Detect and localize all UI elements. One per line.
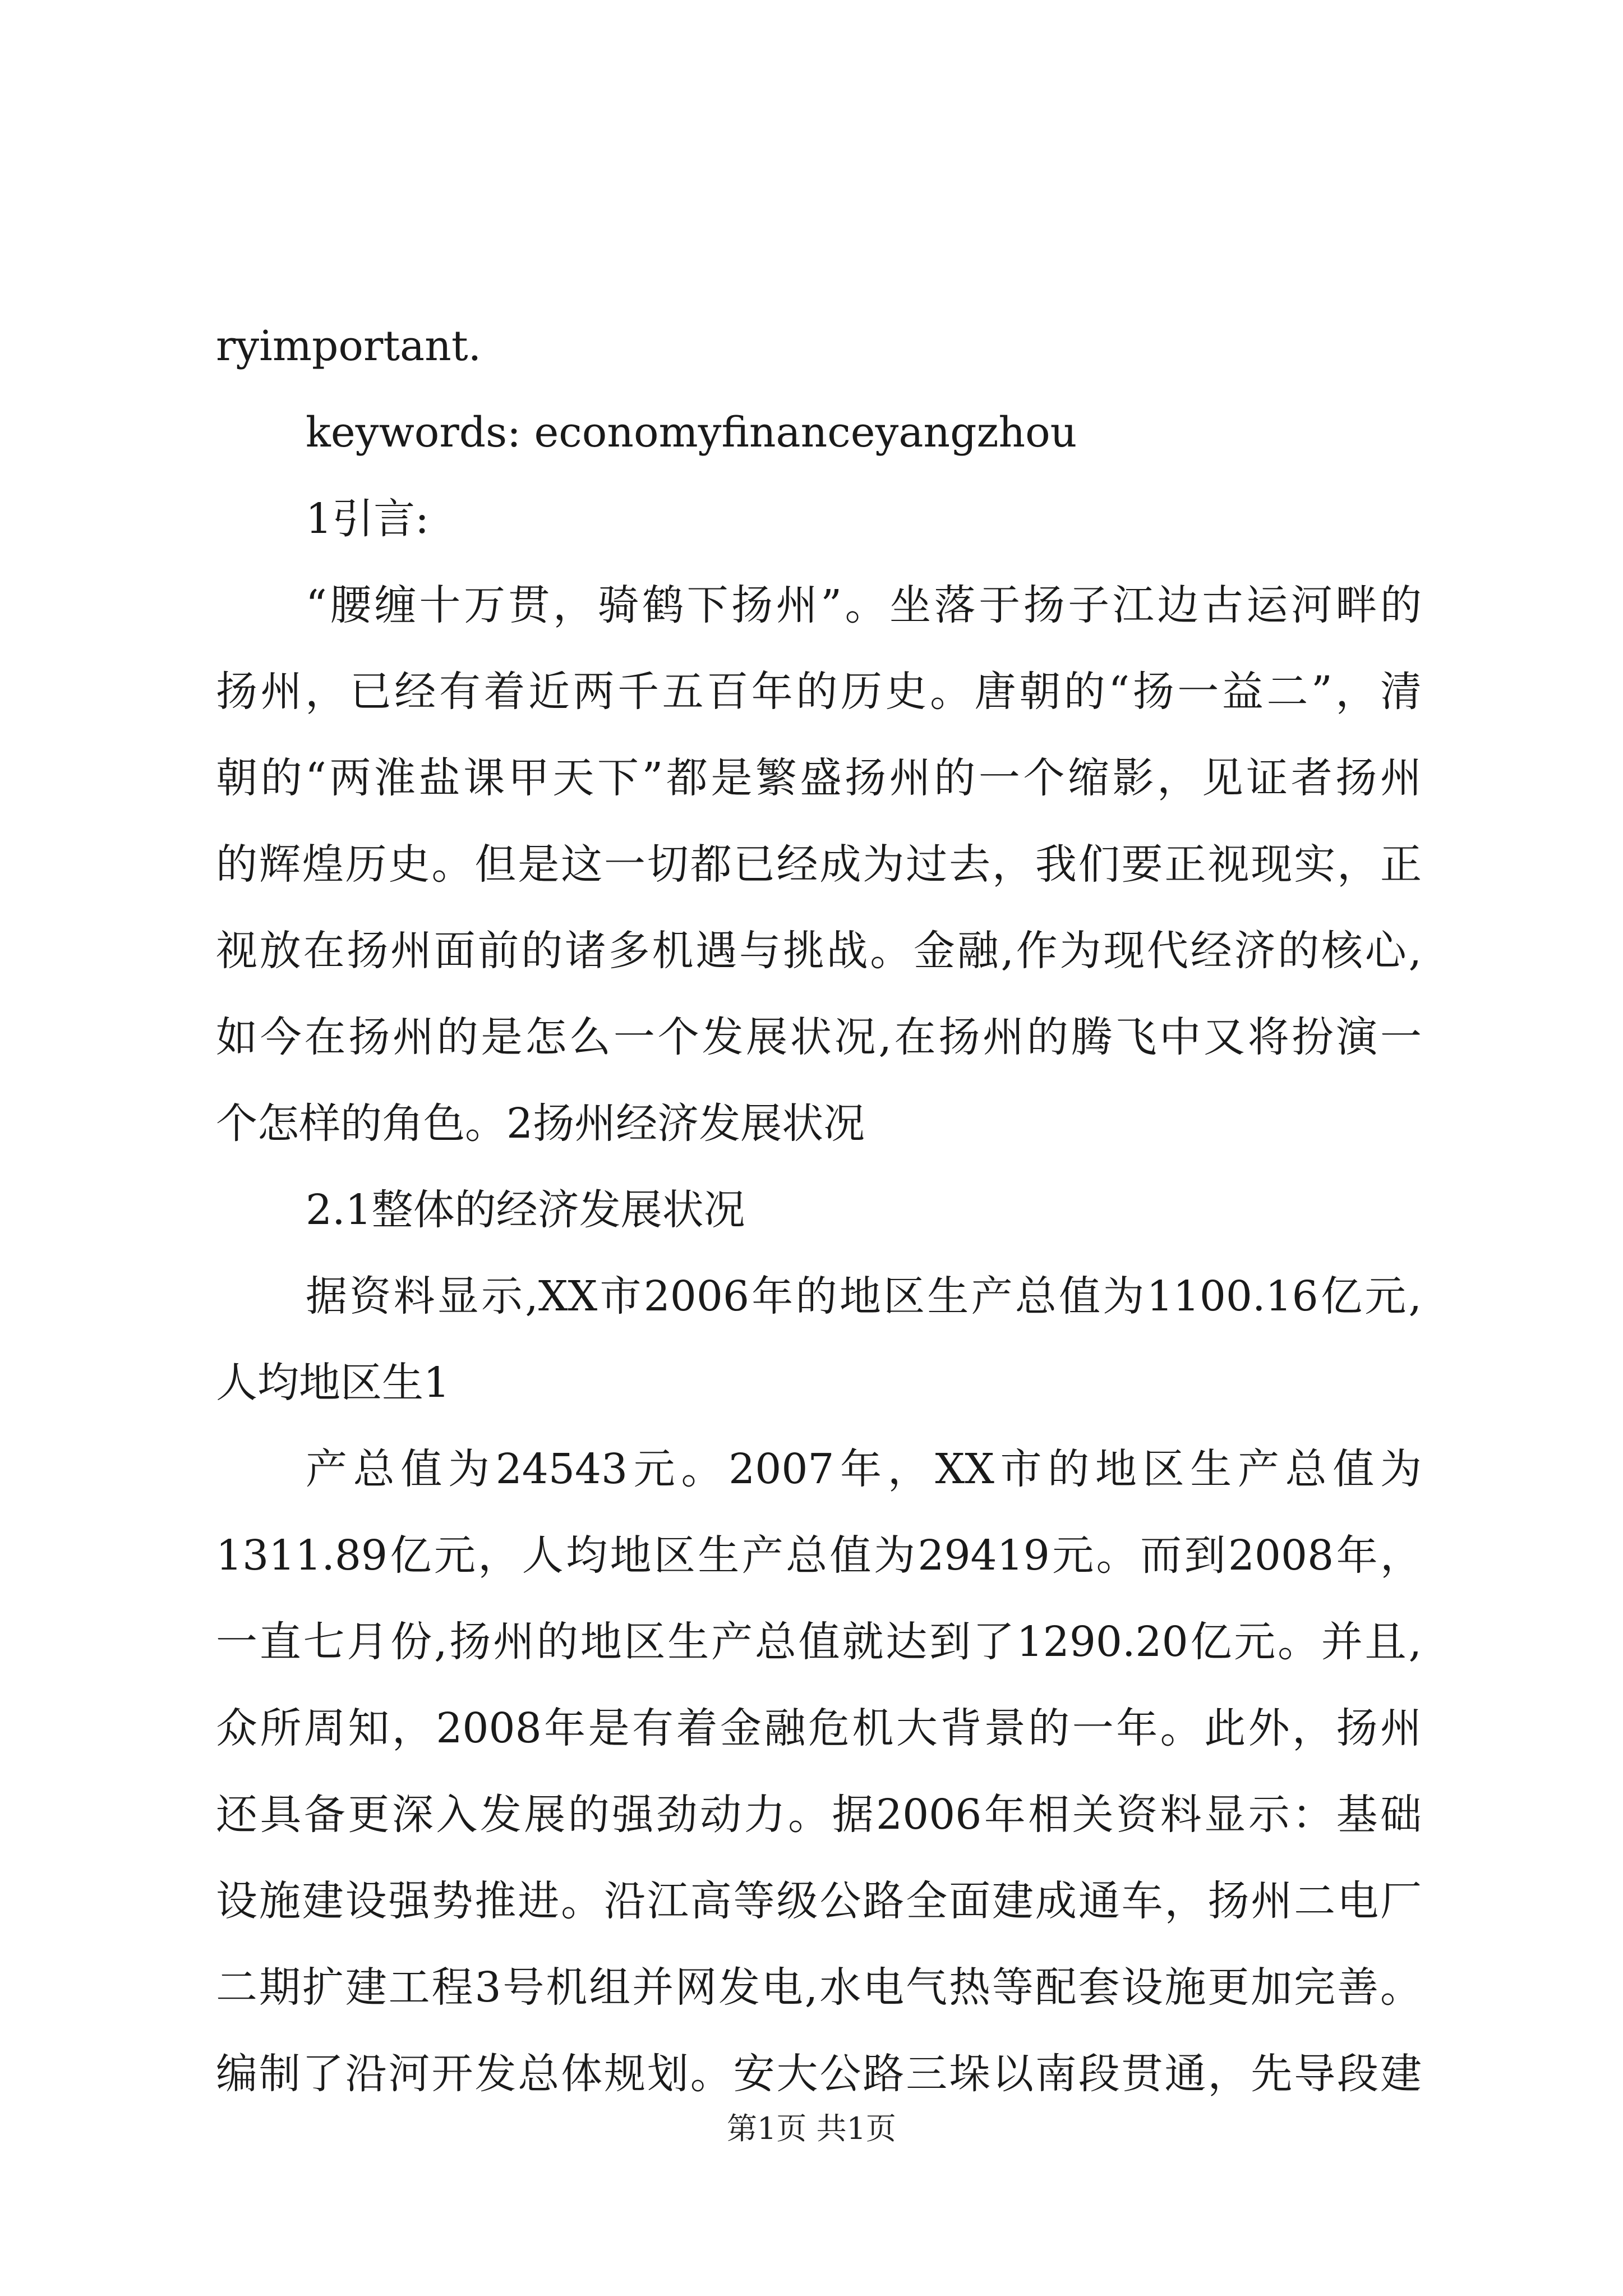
- document-body: [216, 303, 1422, 2117]
- text-line: 个怎样的角色。2扬州经济发展状况: [216, 1099, 865, 1148]
- text-line: 扬州，已经有着近两千五百年的历史。唐朝的“扬一益二”，清: [216, 668, 1422, 716]
- text-line: 人均地区生1: [216, 1359, 450, 1407]
- text-line: 视放在扬州面前的诸多机遇与挑战。金融,作为现代经济的核心,: [216, 927, 1422, 975]
- text-line: 1311.89亿元，人均地区生产总值为29419元。而到2008年，: [216, 1531, 1422, 1580]
- text-line: 据资料显示,XX市2006年的地区生产总值为1100.16亿元,: [306, 1272, 1422, 1320]
- text-line: 的辉煌历史。但是这一切都已经成为过去，我们要正视现实，正: [216, 840, 1422, 889]
- text-line: 二期扩建工程3号机组并网发电,水电气热等配套设施更加完善。: [216, 1963, 1422, 2012]
- text-line: 还具备更深入发展的强劲动力。据2006年相关资料显示：基础: [216, 1791, 1422, 1839]
- text-line: 朝的“两淮盐课甲天下”都是繁盛扬州的一个缩影，见证者扬州: [216, 754, 1422, 802]
- text-line: 1引言:: [306, 495, 430, 543]
- page-footer: 第1页 共1页: [727, 2111, 896, 2146]
- text-line: 2.1整体的经济发展状况: [306, 1186, 745, 1234]
- text-line: 如今在扬州的是怎么一个发展状况,在扬州的腾飞中又将扮演一: [216, 1013, 1422, 1061]
- text-line: 编制了沿河开发总体规划。安大公路三垛以南段贯通，先导段建: [216, 2050, 1422, 2098]
- text-line: keywords: economyfinanceyangzhou: [306, 408, 1077, 457]
- text-line: 产总值为24543元。2007年，XX市的地区生产总值为: [306, 1445, 1422, 1493]
- text-line: 设施建设强势推进。沿江高等级公路全面建成通车，扬州二电厂: [216, 1877, 1422, 1925]
- text-line: 一直七月份,扬州的地区生产总值就达到了1290.20亿元。并且,: [216, 1618, 1422, 1666]
- text-line: 众所周知，2008年是有着金融危机大背景的一年。此外，扬州: [216, 1704, 1422, 1752]
- text-line: ryimportant.: [216, 322, 482, 370]
- text-line: “腰缠十万贯，骑鹤下扬州”。坐落于扬子江边古运河畔的: [306, 581, 1422, 629]
